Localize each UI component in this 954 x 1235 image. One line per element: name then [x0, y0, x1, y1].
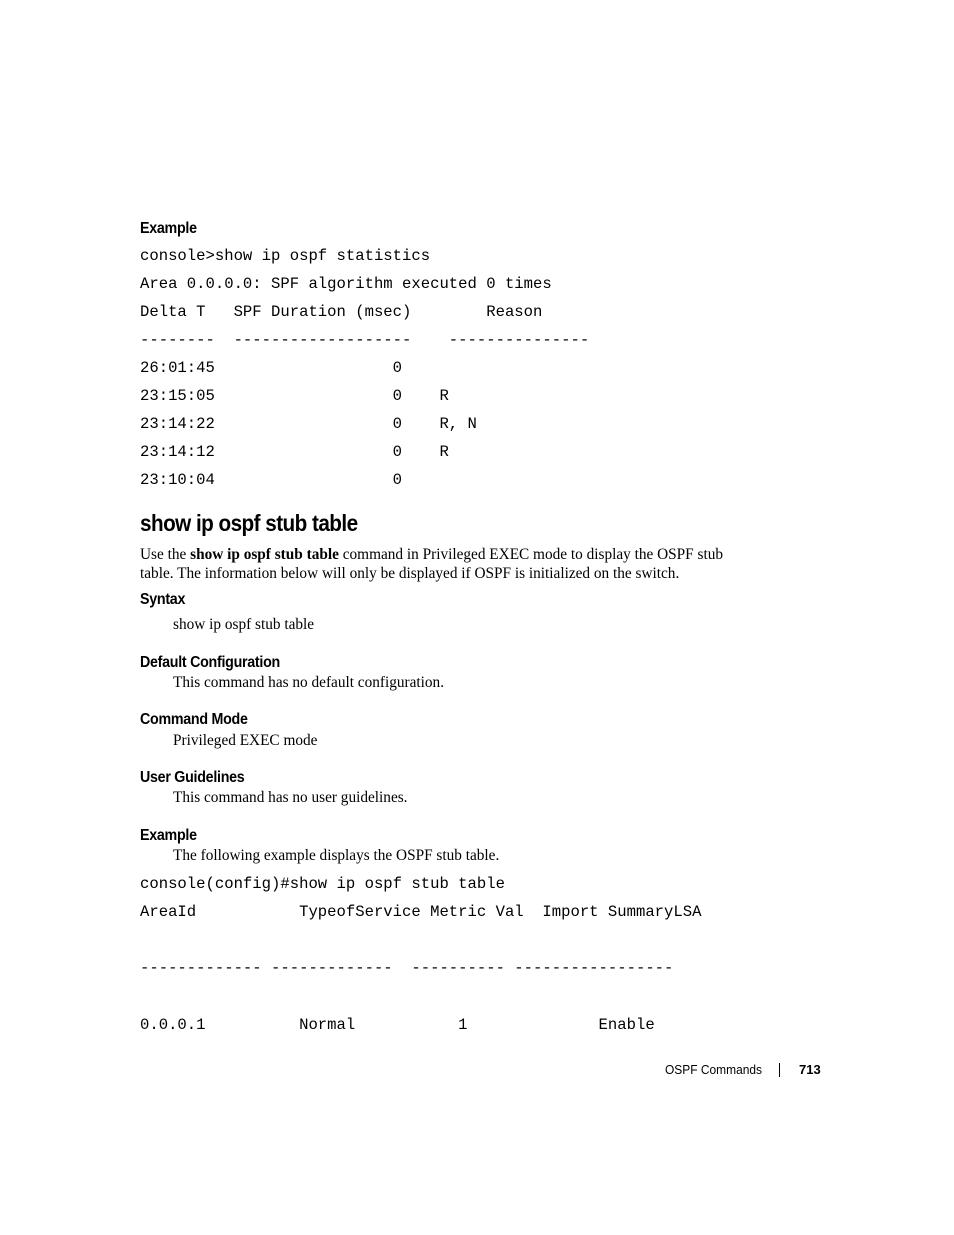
user-guidelines-heading: User Guidelines: [140, 769, 245, 786]
code-line: 23:10:04 0: [140, 471, 403, 489]
syntax-heading: Syntax: [140, 591, 186, 608]
code-line: 23:14:12 0 R: [140, 443, 449, 461]
code-line: Delta T SPF Duration (msec) Reason: [140, 303, 543, 321]
syntax-command: show ip ospf stub table: [173, 616, 315, 633]
code-command: console(config)#show ip ospf stub table: [140, 875, 505, 893]
code-table-divider: ------------- ------------- ---------- -----------------: [140, 959, 674, 977]
code-line: Area 0.0.0.0: SPF algorithm executed 0 times: [140, 275, 552, 293]
example-heading: Example: [140, 827, 197, 844]
user-guidelines-text: This command has no user guidelines.: [173, 789, 408, 806]
intro-paragraph-line2: table. The information below will only be displayed if OSPF is initialized on the switch.: [140, 565, 680, 582]
example-text: The following example displays the OSPF stub table.: [173, 847, 500, 864]
intro-text: command in Privileged EXEC mode to display the OSPF stub: [338, 546, 724, 563]
intro-paragraph: [140, 547, 723, 562]
default-config-text: This command has no default configuration.: [173, 674, 445, 691]
footer-separator: [779, 1063, 780, 1077]
intro-text: Use the: [140, 546, 191, 563]
code-table-header: AreaId TypeofService Metric Val Import SummaryLSA: [140, 903, 702, 921]
section-title: show ip ospf stub table: [140, 510, 358, 536]
code-table-row: 0.0.0.1 Normal 1 Enable: [140, 1016, 655, 1034]
intro-command: show ip ospf stub table: [190, 546, 339, 563]
page-number: 713: [799, 1062, 821, 1077]
code-line: -------- ------------------- ---------------: [140, 331, 590, 349]
footer-section: OSPF Commands: [665, 1062, 763, 1077]
code-line: 23:15:05 0 R: [140, 387, 449, 405]
command-mode-text: Privileged EXEC mode: [173, 732, 318, 749]
code-line: 23:14:22 0 R, N: [140, 415, 477, 433]
code-line: 26:01:45 0: [140, 359, 403, 377]
default-config-heading: Default Configuration: [140, 654, 280, 671]
command-mode-heading: Command Mode: [140, 711, 248, 728]
code-line: console>show ip ospf statistics: [140, 247, 431, 265]
example-heading: Example: [140, 220, 197, 237]
